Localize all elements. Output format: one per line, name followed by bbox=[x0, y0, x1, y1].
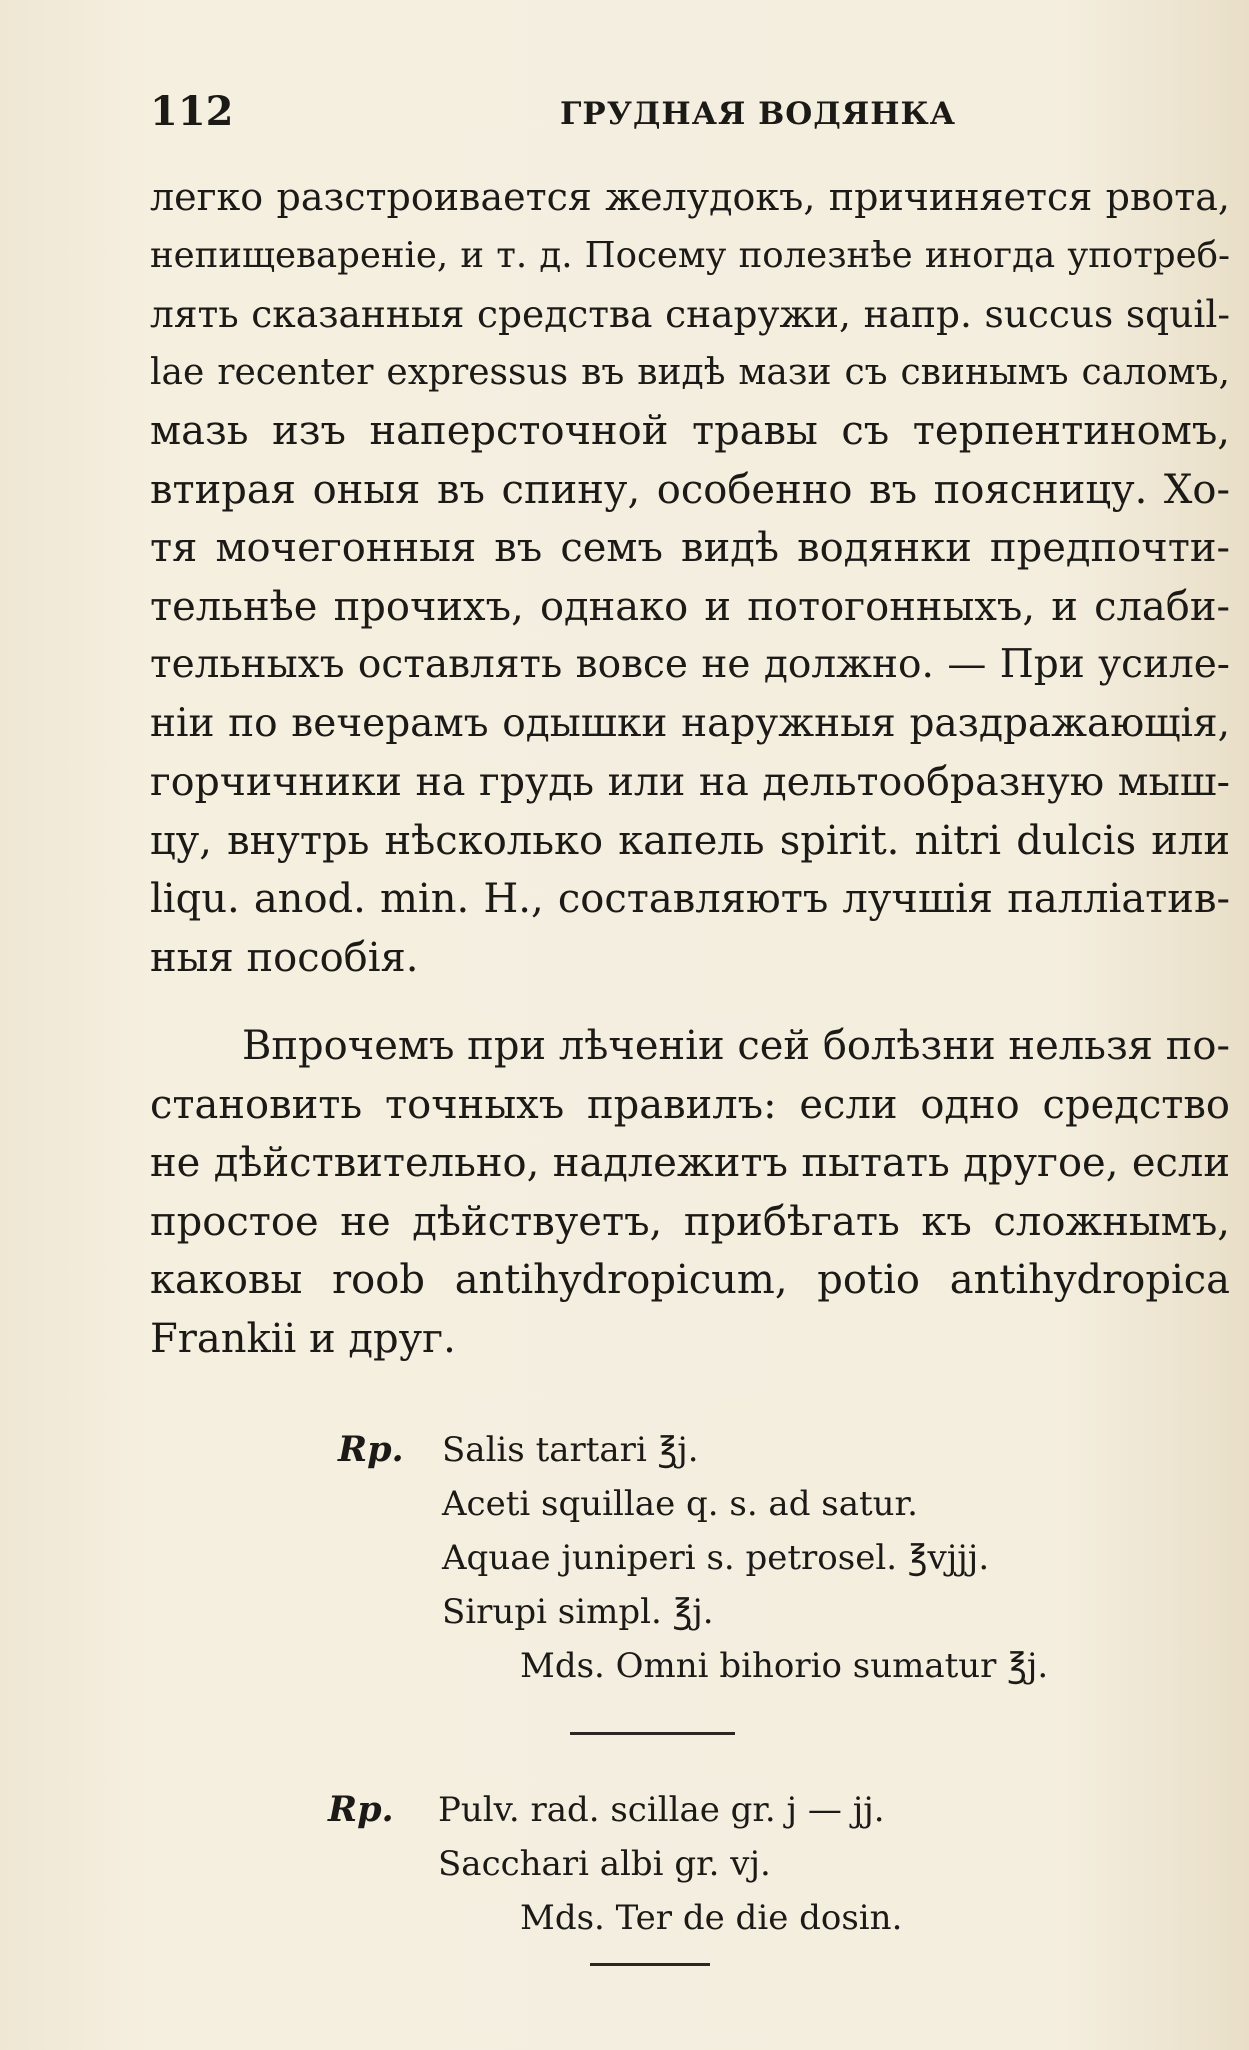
recipe-line bbox=[150, 1477, 1230, 1531]
recipe-2 bbox=[150, 1783, 1230, 1945]
text-line: лять сказанныя средства снаружи, напр. succus squil- bbox=[150, 292, 1230, 336]
text-line: тельнѣе прочихъ, однако и потогонныхъ, и слаби- bbox=[150, 583, 1230, 630]
paragraph-gap bbox=[150, 987, 1230, 1017]
paragraph-2 bbox=[150, 1017, 1230, 1368]
text-line: каковы roob antihydropicum, potio antihydropica bbox=[150, 1257, 1230, 1303]
page-number: 112 bbox=[150, 88, 234, 135]
recipe-line bbox=[150, 1891, 1230, 1945]
recipe-abbreviation: Rp. bbox=[328, 1789, 394, 1830]
recipe-line bbox=[150, 1783, 1230, 1837]
text-line: lae recenter expressus въ видѣ мази съ свинымъ саломъ, bbox=[150, 351, 1230, 393]
text-line: ніи по вечерамъ одышки наружныя раздражающія, bbox=[150, 700, 1230, 746]
recipe-ingredient: Aceti squillae q. s. ad satur. bbox=[442, 1484, 918, 1524]
text-line: горчичники на грудь или на дельтообразную мыш- bbox=[150, 759, 1230, 805]
text-line: легко разстроивается желудокъ, причиняется рвота, bbox=[150, 175, 1230, 219]
text-line: непищевареніе, и т. д. Посему полезнѣе иногда употреб- bbox=[150, 234, 1230, 276]
running-title: ГРУДНАЯ ВОДЯНКА bbox=[560, 96, 956, 132]
recipe-line bbox=[150, 1639, 1230, 1693]
recipe-line bbox=[150, 1585, 1230, 1639]
section-rule bbox=[590, 1963, 710, 1966]
running-head bbox=[150, 88, 1230, 138]
text-line: втирая оныя въ спину, особенно въ поясницу. Хо- bbox=[150, 466, 1230, 513]
recipe-ingredient: Sirupi simpl. ℥j. bbox=[442, 1592, 714, 1632]
section-rule bbox=[570, 1732, 735, 1735]
text-line: тя мочегонныя въ семъ видѣ водянки предпочти- bbox=[150, 525, 1230, 571]
recipe-signature: Mds. Ter de die dosin. bbox=[520, 1898, 903, 1938]
body-text bbox=[150, 168, 1230, 1368]
text-line: ныя пособія. bbox=[150, 934, 419, 981]
paragraph-1 bbox=[150, 168, 1230, 987]
text-line: мазь изъ наперсточной травы съ терпентиномъ, bbox=[150, 408, 1230, 454]
text-line: не дѣйствительно, надлежитъ пытать другое, если bbox=[150, 1140, 1230, 1186]
text-line: цу, внутрь нѣсколько капель spirit. nitri dulcis или bbox=[150, 817, 1230, 864]
recipe-signature: Mds. Omni bihorio sumatur ℥j. bbox=[520, 1646, 1049, 1686]
recipe-line bbox=[150, 1423, 1230, 1477]
text-line: liqu. anod. min. H., составляютъ лучшія палліатив- bbox=[150, 876, 1230, 922]
text-line: Впрочемъ при лѣченіи сей болѣзни нельзя по- bbox=[242, 1023, 1230, 1069]
recipe-abbreviation: Rp. bbox=[338, 1429, 404, 1470]
recipe-line bbox=[150, 1531, 1230, 1585]
recipe-ingredient: Salis tartari ℥j. bbox=[442, 1430, 699, 1470]
recipe-ingredient: Pulv. rad. scillae gr. j — jj. bbox=[438, 1790, 885, 1830]
recipe-ingredient: Sacchari albi gr. vj. bbox=[438, 1844, 771, 1884]
text-line: тельныхъ оставлять вовсе не должно. — При усиле- bbox=[150, 642, 1230, 687]
text-line: становить точныхъ правилъ: если одно средство bbox=[150, 1081, 1230, 1128]
recipe-line bbox=[150, 1837, 1230, 1891]
text-line: простое не дѣйствуетъ, прибѣгать къ сложнымъ, bbox=[150, 1198, 1230, 1245]
recipe-ingredient: Aquae juniperi s. petrosel. ℥vjjj. bbox=[442, 1538, 990, 1578]
recipe-1 bbox=[150, 1423, 1230, 1693]
text-line: Frankii и друг. bbox=[150, 1315, 456, 1362]
